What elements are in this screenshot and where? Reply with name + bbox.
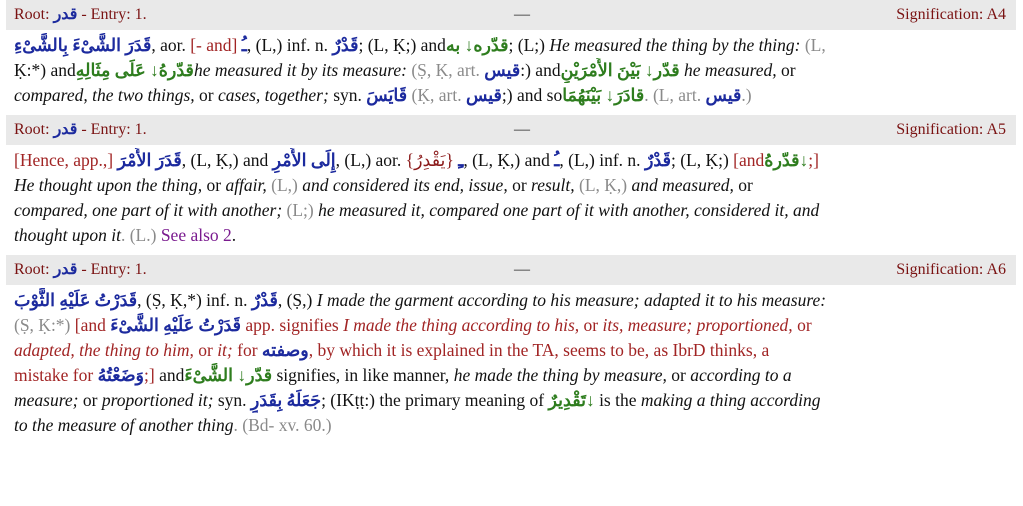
arabic-term[interactable]: قَدَرَ الشَّىْءَ بِالشَّىْءِ — [14, 35, 152, 55]
text-segment: syn. — [328, 85, 367, 105]
arabic-term[interactable]: قادَرَ↓ بَيْنَهُمَا — [562, 85, 645, 105]
text-line — [14, 58, 1008, 83]
text-segment: . (L.) — [120, 225, 161, 245]
text-line — [14, 173, 1008, 198]
arabic-term[interactable]: قَدَرْتُ عَلَيْهِ الشَّىْءَ — [105, 315, 241, 335]
text-segment: result, — [531, 175, 575, 195]
text-line — [14, 33, 1008, 58]
text-segment: or — [579, 315, 603, 335]
arabic-term[interactable]: قيس — [465, 85, 502, 105]
arabic-term[interactable]: قدّره↓ به — [445, 35, 509, 55]
text-segment: (Ḳ, art. — [407, 85, 466, 105]
text-line — [14, 388, 1008, 413]
text-segment: , (Ṣ, Ḳ,*) inf. n. — [137, 290, 252, 310]
text-segment: signifies, in like manner, — [272, 365, 454, 385]
root-label: Root: — [14, 121, 50, 138]
text-segment: mistake for — [14, 365, 98, 385]
text-segment: . (Bd- xv. 60.) — [233, 415, 332, 435]
arabic-term[interactable]: قدّرهُ↓ — [764, 150, 809, 170]
text-line — [14, 83, 1008, 108]
arabic-term[interactable]: قَدَرَ الأَمْرَ — [117, 150, 182, 170]
dictionary-page — [6, 0, 1016, 442]
text-line — [14, 413, 1008, 438]
text-segment: [Hence, app.,] — [14, 150, 118, 170]
text-segment: to the measure of another thing — [14, 415, 234, 435]
text-segment: making a thing according — [640, 390, 821, 410]
arabic-term[interactable]: قيس — [484, 60, 521, 80]
text-line — [14, 223, 1008, 248]
text-segment: I made the thing according to his, — [343, 315, 580, 335]
text-segment: He measured the thing by the thing: — [549, 35, 801, 55]
entry-header — [6, 255, 1016, 285]
arabic-term[interactable]: ـُ — [237, 35, 247, 55]
arabic-term[interactable]: قَدَرْتُ عَلَيْهِ الثَّوْبَ — [14, 290, 138, 310]
text-segment: or — [776, 60, 796, 80]
text-segment: , (L, Ḳ,) and — [181, 150, 273, 170]
text-segment: [and — [74, 315, 106, 335]
arabic-term[interactable]: قَايَسَ — [366, 85, 408, 105]
text-segment: he measured it, compared one part of it with another, considered it, and — [318, 200, 820, 220]
signification-label: Signification: A6 — [896, 261, 1006, 278]
text-segment: ; (IKṭṭ:) the primary meaning of — [321, 390, 549, 410]
arabic-term[interactable]: ـُ — [554, 150, 560, 170]
text-segment: { — [445, 150, 459, 170]
text-segment: ; (L, Ḳ;) — [670, 150, 734, 170]
text-line — [14, 363, 1008, 388]
text-segment: proportioned it; — [101, 390, 214, 410]
entry-number: - Entry: 1. — [81, 6, 147, 23]
text-line — [14, 288, 1008, 313]
text-segment: (Ṣ, Ḳ:*) — [14, 315, 75, 335]
root-label: Root: — [14, 261, 50, 278]
text-segment: compared, one part of it with another; — [14, 200, 283, 220]
entry-a4 — [6, 0, 1016, 112]
text-segment: (Ṣ, Ḳ, art. — [406, 60, 485, 80]
text-segment: according to a — [690, 365, 792, 385]
arabic-term[interactable]: قدّرهُ↓ عَلَى مِثَالِهِ — [75, 60, 194, 80]
text-segment: , (L, Ḳ,) and — [463, 150, 555, 170]
text-segment: He thought upon the thing, — [14, 175, 203, 195]
text-segment: is the — [594, 390, 641, 410]
text-segment: or — [193, 340, 218, 360]
text-segment: or — [194, 85, 218, 105]
text-segment: , (L,) inf. n. — [559, 150, 645, 170]
text-segment: } — [405, 150, 415, 170]
signification-label: Signification: A4 — [896, 6, 1006, 23]
text-line — [14, 338, 1008, 363]
header-dash: — — [514, 261, 530, 278]
root-arabic[interactable]: قدر — [53, 6, 78, 23]
text-segment: affair, — [225, 175, 267, 195]
arabic-term[interactable]: قدّر↓ بَيْنَ الأَمْرَيْنِ — [560, 60, 680, 80]
root-arabic[interactable]: قدر — [53, 121, 78, 138]
arabic-term[interactable]: قَدْرٌ — [332, 35, 359, 55]
header-dash: — — [514, 6, 530, 23]
text-segment: its, measure; proportioned, — [602, 315, 793, 335]
text-segment: (L;) — [282, 200, 319, 220]
arabic-term[interactable]: وصفته — [261, 340, 309, 360]
text-segment: or — [507, 175, 532, 195]
text-segment: , (L,) aor. — [335, 150, 406, 170]
text-segment: he measured it by its measure: — [193, 60, 407, 80]
arabic-term[interactable]: قدّر↓ الشَّىْءَ — [184, 365, 273, 385]
text-line — [14, 313, 1008, 338]
text-segment: he measured, — [679, 60, 777, 80]
entry-body — [6, 30, 1016, 112]
text-segment: ; (L;) — [508, 35, 550, 55]
text-segment: thought upon it — [14, 225, 121, 245]
text-segment: for — [232, 340, 262, 360]
arabic-term[interactable]: قيس — [705, 85, 742, 105]
text-segment: , by which it is explained in the TA, seems to be, as IbrD thinks, a — [308, 340, 770, 360]
root-label: Root: — [14, 6, 50, 23]
text-segment: I made the garment according to his measure; adapted it to his measure: — [316, 290, 827, 310]
text-segment: app. signifies — [241, 315, 344, 335]
header-dash: — — [514, 121, 530, 138]
text-segment: يَقْدِرُ — [414, 150, 446, 170]
text-segment: :) and — [520, 60, 561, 80]
arabic-term[interactable]: جَعَلَهُ بِقَدَرٍ — [250, 390, 322, 410]
entry-a6 — [6, 255, 1016, 442]
text-segment: syn. — [213, 390, 251, 410]
arabic-term[interactable]: قَدْرٌ — [251, 290, 278, 310]
entry-a5 — [6, 115, 1016, 252]
text-line — [14, 148, 1008, 173]
text-segment: and — [159, 365, 185, 385]
root-arabic[interactable]: قدر — [53, 261, 78, 278]
text-segment: . (L, art. — [644, 85, 706, 105]
text-segment: [- and] — [190, 35, 238, 55]
text-segment: or — [666, 365, 691, 385]
text-segment: or — [733, 175, 753, 195]
text-segment: , (L,) inf. n. — [246, 35, 333, 55]
arabic-term[interactable]: قَدْرٌ — [644, 150, 671, 170]
text-segment: [and — [733, 150, 765, 170]
text-segment: (L, — [800, 35, 826, 55]
signification-label: Signification: A5 — [896, 121, 1006, 138]
entry-body — [6, 285, 1016, 442]
cross-reference-link[interactable]: See also 2 — [160, 225, 232, 245]
text-segment: or — [792, 315, 812, 335]
text-segment: Ḳ:*) and — [14, 60, 76, 80]
text-segment: cases, together; — [218, 85, 329, 105]
text-segment: . — [231, 225, 237, 245]
entry-header — [6, 0, 1016, 30]
arabic-term[interactable]: إِلَى الأَمْرِ — [272, 150, 336, 170]
entry-number: - Entry: 1. — [81, 121, 147, 138]
text-segment: or — [202, 175, 226, 195]
text-line — [14, 198, 1008, 223]
text-segment: ;] — [144, 365, 160, 385]
arabic-term[interactable]: وَضَعْتُهُ — [97, 365, 145, 385]
text-segment: ;] — [808, 150, 819, 170]
text-segment: (L,) — [266, 175, 303, 195]
text-segment: , (Ṣ,) — [277, 290, 317, 310]
text-segment: .) — [741, 85, 752, 105]
entry-header — [6, 115, 1016, 145]
text-segment: he made the thing by measure, — [453, 365, 667, 385]
text-segment: or — [78, 390, 102, 410]
entry-number: - Entry: 1. — [81, 261, 147, 278]
arabic-term[interactable]: تَقْدِيرٌ↓ — [548, 390, 595, 410]
text-segment: , aor. — [151, 35, 191, 55]
text-segment: ; (L, Ḳ;) and — [358, 35, 446, 55]
text-segment: measure; — [14, 390, 79, 410]
text-segment: and considered its end, issue, — [302, 175, 508, 195]
text-segment: compared, the two things, — [14, 85, 195, 105]
text-segment: it; — [217, 340, 233, 360]
text-segment: (L, Ḳ,) — [574, 175, 632, 195]
text-segment: ;) and so — [501, 85, 563, 105]
text-segment: and measured, — [631, 175, 734, 195]
entry-body — [6, 145, 1016, 252]
text-segment: adapted, the thing to him, — [14, 340, 194, 360]
arabic-term[interactable]: ـِ — [458, 150, 464, 170]
